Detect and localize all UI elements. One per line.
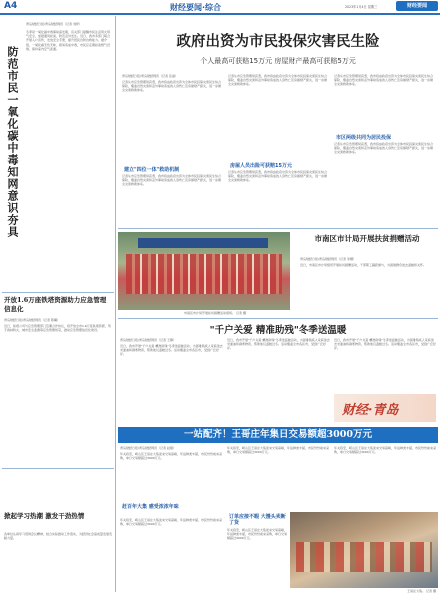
feature-body: 近日，市南区市计局组织开展扶贫捐赠活动，干部职工踊跃参与，为困难群众送去温暖和关怀。 [300, 263, 427, 267]
left-article-body: 冬季是一氧化碳中毒事故高发期，有关部门提醒市民注意用火用气安全，加强通风检查，防范意外发生。近日，我市多部门联合开展入户宣传，发放安全手册，提升居民自防自救能力。据介绍，一氧化碳无色无味，极易造成中毒，市民应定期检查燃气设施，保持室内空气流通。 [26, 30, 110, 51]
feature-headline: 市南区市计局开展扶贫捐赠活动 [314, 234, 420, 243]
main-subhead-1: 建立"四位一体"救助机制 [124, 167, 180, 173]
main-lead: 青岛财经日报/青岛财经网讯（记者 张丽） [122, 74, 178, 78]
left-article-lead: 青岛财经日报/青岛财经网讯（记者 刘梓） [26, 22, 82, 26]
left-divider-2 [2, 468, 114, 469]
header-rule [0, 13, 440, 15]
main-subhead-2: 房屋人员出险可获赔15万元 [230, 163, 292, 169]
bottom-lead: 青岛财经日报/青岛财经网讯（记者 赵强） [120, 446, 176, 450]
left-divider-1 [2, 292, 114, 293]
bottom-headline-band [118, 427, 438, 443]
winter-headline: "千户关爱 精准助残"冬季送温暖 [209, 325, 347, 336]
feature-photo [118, 232, 290, 310]
main-headline: 政府出资为市民投保灾害民生险 [176, 33, 380, 50]
left-lower-headline: 开放1.6万座铁塔资源助力应急管理信息化 [4, 296, 107, 313]
main-subhead-3: 市区两级共同为居民投保 [336, 135, 392, 141]
left-lower-body: 近日，铁塔公司与应急管理部门签署合作协议，将开放全市1.6万座铁塔资源，用于森林防火、城市安全监测等应急管理场景，推动应急管理信息化建设。 [4, 324, 111, 333]
bottom-body-col2b: 年关将至，崂山区王哥庄大集迎来交易高峰，年货种类丰富，市民纷纷前来采购，单日交易额超过3000万元。 [227, 528, 287, 541]
section-title: 财经要闻·综合 [170, 3, 222, 12]
market-caption: 王哥庄大集。 记者 摄 [407, 589, 436, 593]
left-column [2, 16, 114, 592]
main-body-col1b: 记者从市应急管理局获悉，我市将由政府出资为全体市民投保灾害民生综合保险，覆盖自然灾害和意外事故造成的人身伤亡及房屋财产损失，进一步健全灾害救助体系。 [122, 174, 222, 187]
winter-lead: 青岛财经日报/青岛财经网讯（记者 王静） [120, 338, 176, 342]
winter-body-col2: 近日，我市开展"千户关爱 精准助残"冬季送温暖活动，为困难残疾人家庭送去米面油和御寒物资，帮助他们温暖过冬。活动覆盖全市各区市，受到广泛好评。 [227, 338, 330, 351]
section-badge-label: 财经要闻 [406, 3, 427, 9]
main-body-col2b: 记者从市应急管理局获悉，我市将由政府出资为全体市民投保灾害民生综合保险，覆盖自然灾害和意外事故造成的人身伤亡及房屋财产损失，进一步健全灾害救助体系。 [228, 170, 328, 183]
ad-banner [334, 394, 436, 422]
bottom-body-col3: 年关将至，崂山区王哥庄大集迎来交易高峰，年货种类丰富，市民纷纷前来采购，单日交易额超过3000万元。 [334, 446, 436, 455]
feature-divider [118, 318, 438, 319]
issue-date: 2023年1月4日 星期三 [345, 5, 378, 9]
main-story [118, 16, 438, 226]
market-stalls [296, 542, 432, 572]
bottom-headline: 一站配齐！王哥庄年集日交易额超3000万元 [184, 429, 372, 440]
main-subhead: 个人最高可获赔15万元 房屋财产最高可获赔5万元 [200, 57, 356, 65]
winter-body-col1: 近日，我市开展"千户关爱 精准助残"冬季送温暖活动，为困难残疾人家庭送去米面油和御寒物资，帮助他们温暖过冬。活动覆盖全市各区市，受到广泛好评。 [120, 344, 223, 357]
bottom-subhead-2: 订单应接不暇 大馒头卖断了货 [229, 514, 286, 526]
main-body-col1: 记者从市应急管理局获悉，我市将由政府出资为全体市民投保灾害民生综合保险，覆盖自然灾害和意外事故造成的人身伤亡及房屋财产损失，进一步健全灾害救助体系。 [122, 80, 222, 93]
left-lower-lead: 青岛财经日报/青岛财经网讯（记者 陈曦） [4, 318, 60, 322]
left-bottom-body: 各单位认真学习贯彻会议精神，结合实际推动工作落实，为经济社会高质量发展贡献力量。 [4, 532, 112, 541]
main-body-col2: 记者从市应急管理局获悉，我市将由政府出资为全体市民投保灾害民生综合保险，覆盖自然灾害和意外事故造成的人身伤亡及房屋财产损失，进一步健全灾害救助体系。 [228, 74, 328, 87]
bottom-body-col1: 年关将至，崂山区王哥庄大集迎来交易高峰，年货种类丰富，市民纷纷前来采购，单日交易额超过3000万元。 [120, 452, 223, 461]
main-divider [118, 228, 438, 229]
left-bottom-headline: 掀起学习热潮 激发干劲热情 [4, 512, 85, 520]
winter-body-col3: 近日，我市开展"千户关爱 精准助残"冬季送温暖活动，为困难残疾人家庭送去米面油和御寒物资，帮助他们温暖过冬。活动覆盖全市各区市，受到广泛好评。 [334, 338, 436, 351]
bottom-body-col1b: 年关将至，崂山区王哥庄大集迎来交易高峰，年货种类丰富，市民纷纷前来采购，单日交易额超过3000万元。 [120, 518, 223, 527]
bottom-body-col2: 年关将至，崂山区王哥庄大集迎来交易高峰，年货种类丰富，市民纷纷前来采购，单日交易额超过3000万元。 [227, 446, 330, 455]
left-vertical-headline: 防范市民一氧化碳中毒知网意识夯具 [6, 46, 19, 238]
ad-banner-text: 财经·青岛 [342, 403, 399, 418]
market-photo [290, 512, 438, 588]
photo-banner [138, 238, 268, 248]
column-divider [115, 16, 116, 592]
page-header [0, 0, 440, 14]
feature-lead: 青岛财经日报/青岛财经网讯（记者 李娜） [300, 257, 356, 261]
main-body-col3b: 记者从市应急管理局获悉，我市将由政府出资为全体市民投保灾害民生综合保险，覆盖自然灾害和意外事故造成的人身伤亡及房屋财产损失，进一步健全灾害救助体系。 [334, 142, 434, 155]
section-badge [396, 1, 438, 11]
main-body-col3: 记者从市应急管理局获悉，我市将由政府出资为全体市民投保灾害民生综合保险，覆盖自然灾害和意外事故造成的人身伤亡及房屋财产损失，进一步健全灾害救助体系。 [334, 74, 434, 87]
photo-caption: 市南区市计局开展扶贫捐赠活动现场。 记者 摄 [184, 311, 246, 315]
bottom-subhead-1: 赶百年大集 感受浓浓年味 [122, 504, 179, 510]
photo-people [126, 254, 282, 294]
page-number: A4 [4, 1, 18, 11]
